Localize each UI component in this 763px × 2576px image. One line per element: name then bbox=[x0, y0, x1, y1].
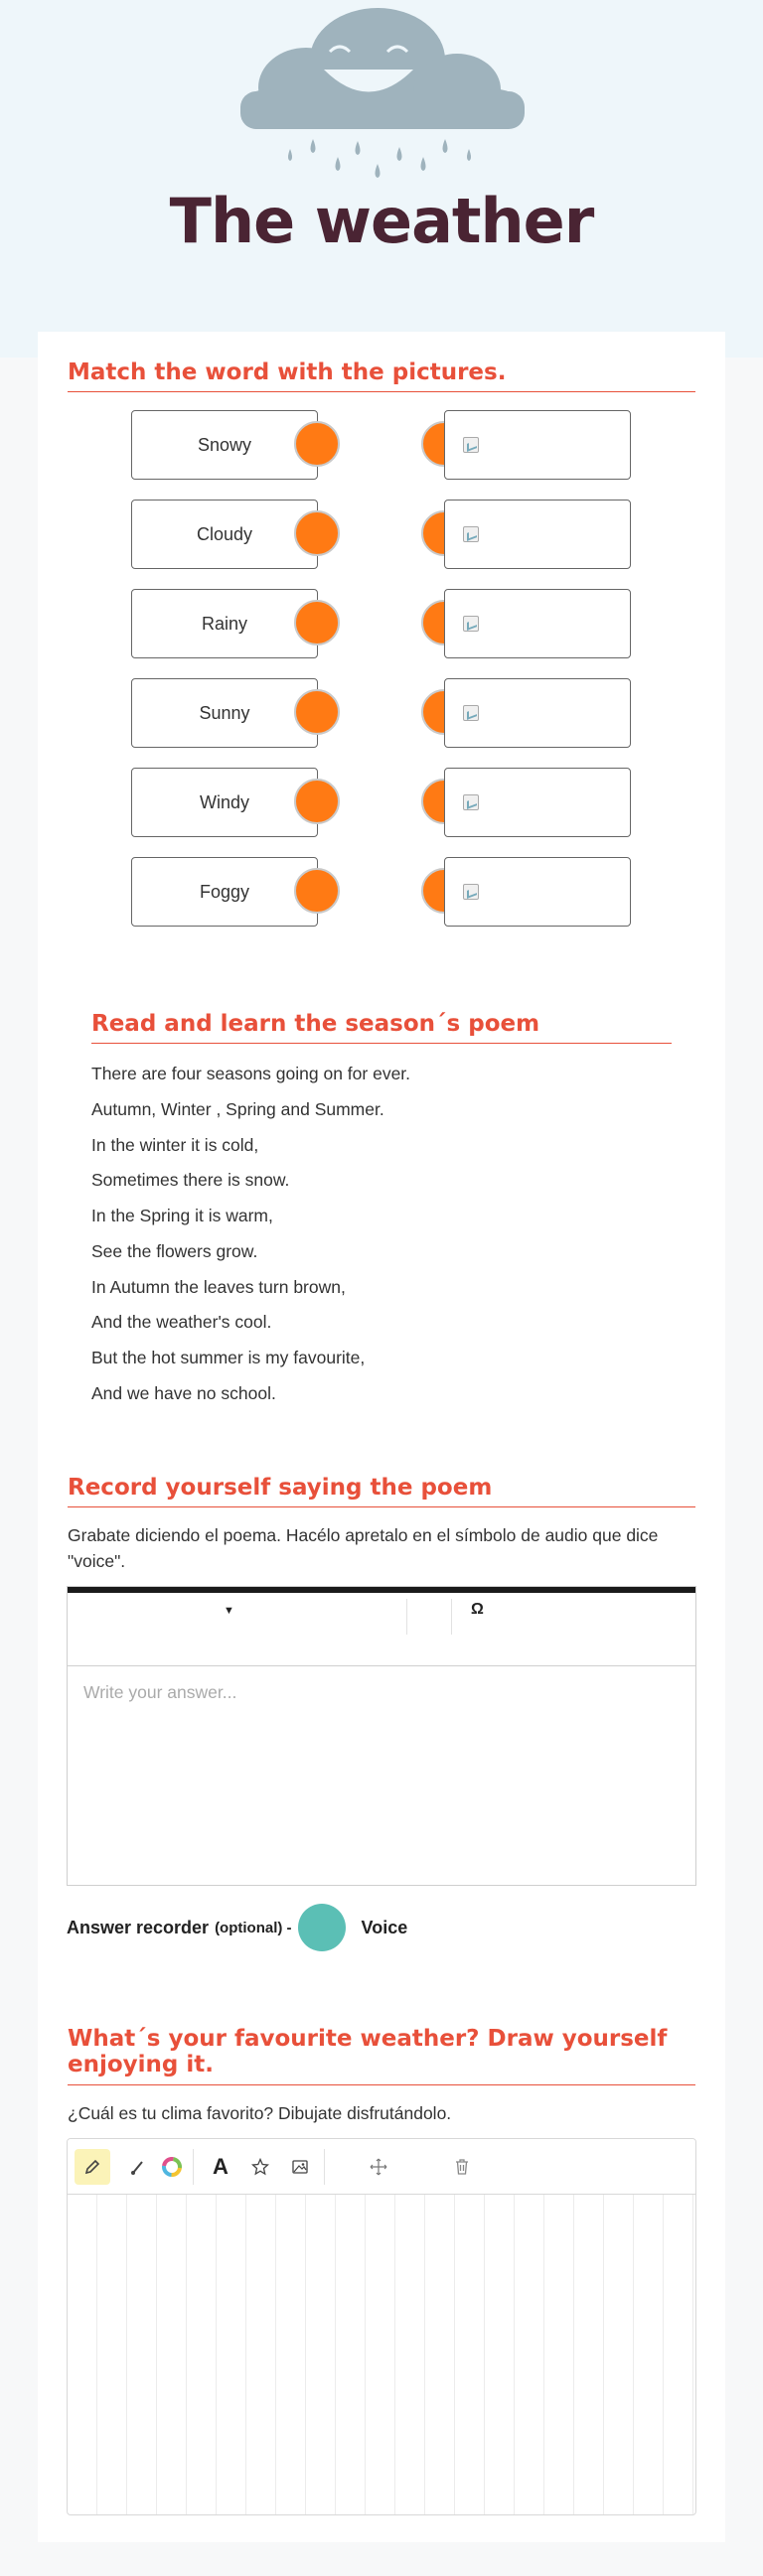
match-picture-box[interactable] bbox=[444, 857, 631, 927]
match-picture-box[interactable] bbox=[444, 768, 631, 837]
page-title: The weather bbox=[169, 185, 594, 257]
voice-label: Voice bbox=[361, 1917, 408, 1937]
draw-section-title: What´s your favourite weather? Draw yourself enjoying it. bbox=[68, 2026, 695, 2085]
record-section-title: Record yourself saying the poem bbox=[68, 1475, 695, 1507]
poem-line: Sometimes there is snow. bbox=[91, 1170, 290, 1190]
poem-line: But the hot summer is my favourite, bbox=[91, 1348, 366, 1367]
brush-icon[interactable] bbox=[120, 2149, 156, 2185]
match-connector-left[interactable] bbox=[294, 868, 340, 914]
match-word-snowy[interactable]: Snowy bbox=[131, 410, 318, 480]
drawing-area bbox=[67, 2138, 696, 2515]
broken-image-icon bbox=[463, 616, 479, 632]
poem-line: In Autumn the leaves turn brown, bbox=[91, 1277, 346, 1297]
text-icon[interactable]: A bbox=[213, 2154, 229, 2179]
answer-input[interactable]: Write your answer... bbox=[83, 1682, 237, 1702]
match-picture-box[interactable] bbox=[444, 589, 631, 658]
match-word-foggy[interactable]: Foggy bbox=[131, 857, 318, 927]
draw-instructions: ¿Cuál es tu clima favorito? Dibujate disfrutándolo. bbox=[68, 2103, 452, 2123]
match-word-rainy[interactable]: Rainy bbox=[131, 589, 318, 658]
match-picture-box[interactable] bbox=[444, 500, 631, 569]
toolbar-separator bbox=[324, 2149, 325, 2185]
trash-icon[interactable] bbox=[444, 2149, 480, 2185]
toolbar-separator bbox=[406, 1599, 407, 1635]
poem-line: In the Spring it is warm, bbox=[91, 1206, 273, 1225]
drawing-canvas[interactable] bbox=[68, 2195, 696, 2515]
match-picture-box[interactable] bbox=[444, 410, 631, 480]
match-connector-left[interactable] bbox=[294, 600, 340, 645]
broken-image-icon bbox=[463, 526, 479, 542]
match-connector-left[interactable] bbox=[294, 689, 340, 735]
smiling-rain-cloud-icon bbox=[229, 0, 527, 199]
recorder-optional-label: (optional) - bbox=[215, 1919, 292, 1936]
poem-line: And the weather's cool. bbox=[91, 1312, 272, 1332]
poem-section-title: Read and learn the season´s poem bbox=[91, 1011, 672, 1044]
toolbar-separator bbox=[451, 1599, 452, 1635]
poem-line: And we have no school. bbox=[91, 1383, 276, 1403]
match-section-title: Match the word with the pictures. bbox=[68, 359, 695, 392]
match-word-sunny[interactable]: Sunny bbox=[131, 678, 318, 748]
poem-line: See the flowers grow. bbox=[91, 1241, 258, 1261]
special-character-button[interactable]: Ω bbox=[471, 1601, 484, 1618]
recorder-label: Answer recorder bbox=[67, 1917, 210, 1937]
drawing-toolbar bbox=[68, 2139, 695, 2195]
match-word-cloudy[interactable]: Cloudy bbox=[131, 500, 318, 569]
poem-line: Autumn, Winter , Spring and Summer. bbox=[91, 1099, 384, 1119]
image-icon[interactable] bbox=[282, 2149, 318, 2185]
match-picture-box[interactable] bbox=[444, 678, 631, 748]
broken-image-icon bbox=[463, 884, 479, 900]
toolbar-separator bbox=[193, 2149, 194, 2185]
pencil-icon[interactable] bbox=[75, 2149, 110, 2185]
answer-editor bbox=[67, 1586, 696, 1886]
broken-image-icon bbox=[463, 705, 479, 721]
record-instructions: Grabate diciendo el poema. Hacélo apretalo en el símbolo de audio que dice "voice". bbox=[68, 1525, 659, 1572]
broken-image-icon bbox=[463, 437, 479, 453]
poem-line: In the winter it is cold, bbox=[91, 1135, 259, 1155]
broken-image-icon bbox=[463, 794, 479, 810]
match-connector-left[interactable] bbox=[294, 421, 340, 467]
editor-toolbar bbox=[68, 1593, 695, 1666]
move-icon[interactable] bbox=[361, 2149, 396, 2185]
poem-line: There are four seasons going on for ever. bbox=[91, 1064, 411, 1083]
match-word-windy[interactable]: Windy bbox=[131, 768, 318, 837]
record-button[interactable] bbox=[298, 1904, 346, 1951]
match-connector-left[interactable] bbox=[294, 510, 340, 556]
match-connector-left[interactable] bbox=[294, 779, 340, 824]
answer-recorder bbox=[67, 1904, 407, 1951]
color-wheel-icon[interactable] bbox=[154, 2149, 190, 2185]
star-icon[interactable] bbox=[242, 2149, 278, 2185]
format-dropdown-icon[interactable]: ▼ bbox=[224, 1605, 234, 1617]
